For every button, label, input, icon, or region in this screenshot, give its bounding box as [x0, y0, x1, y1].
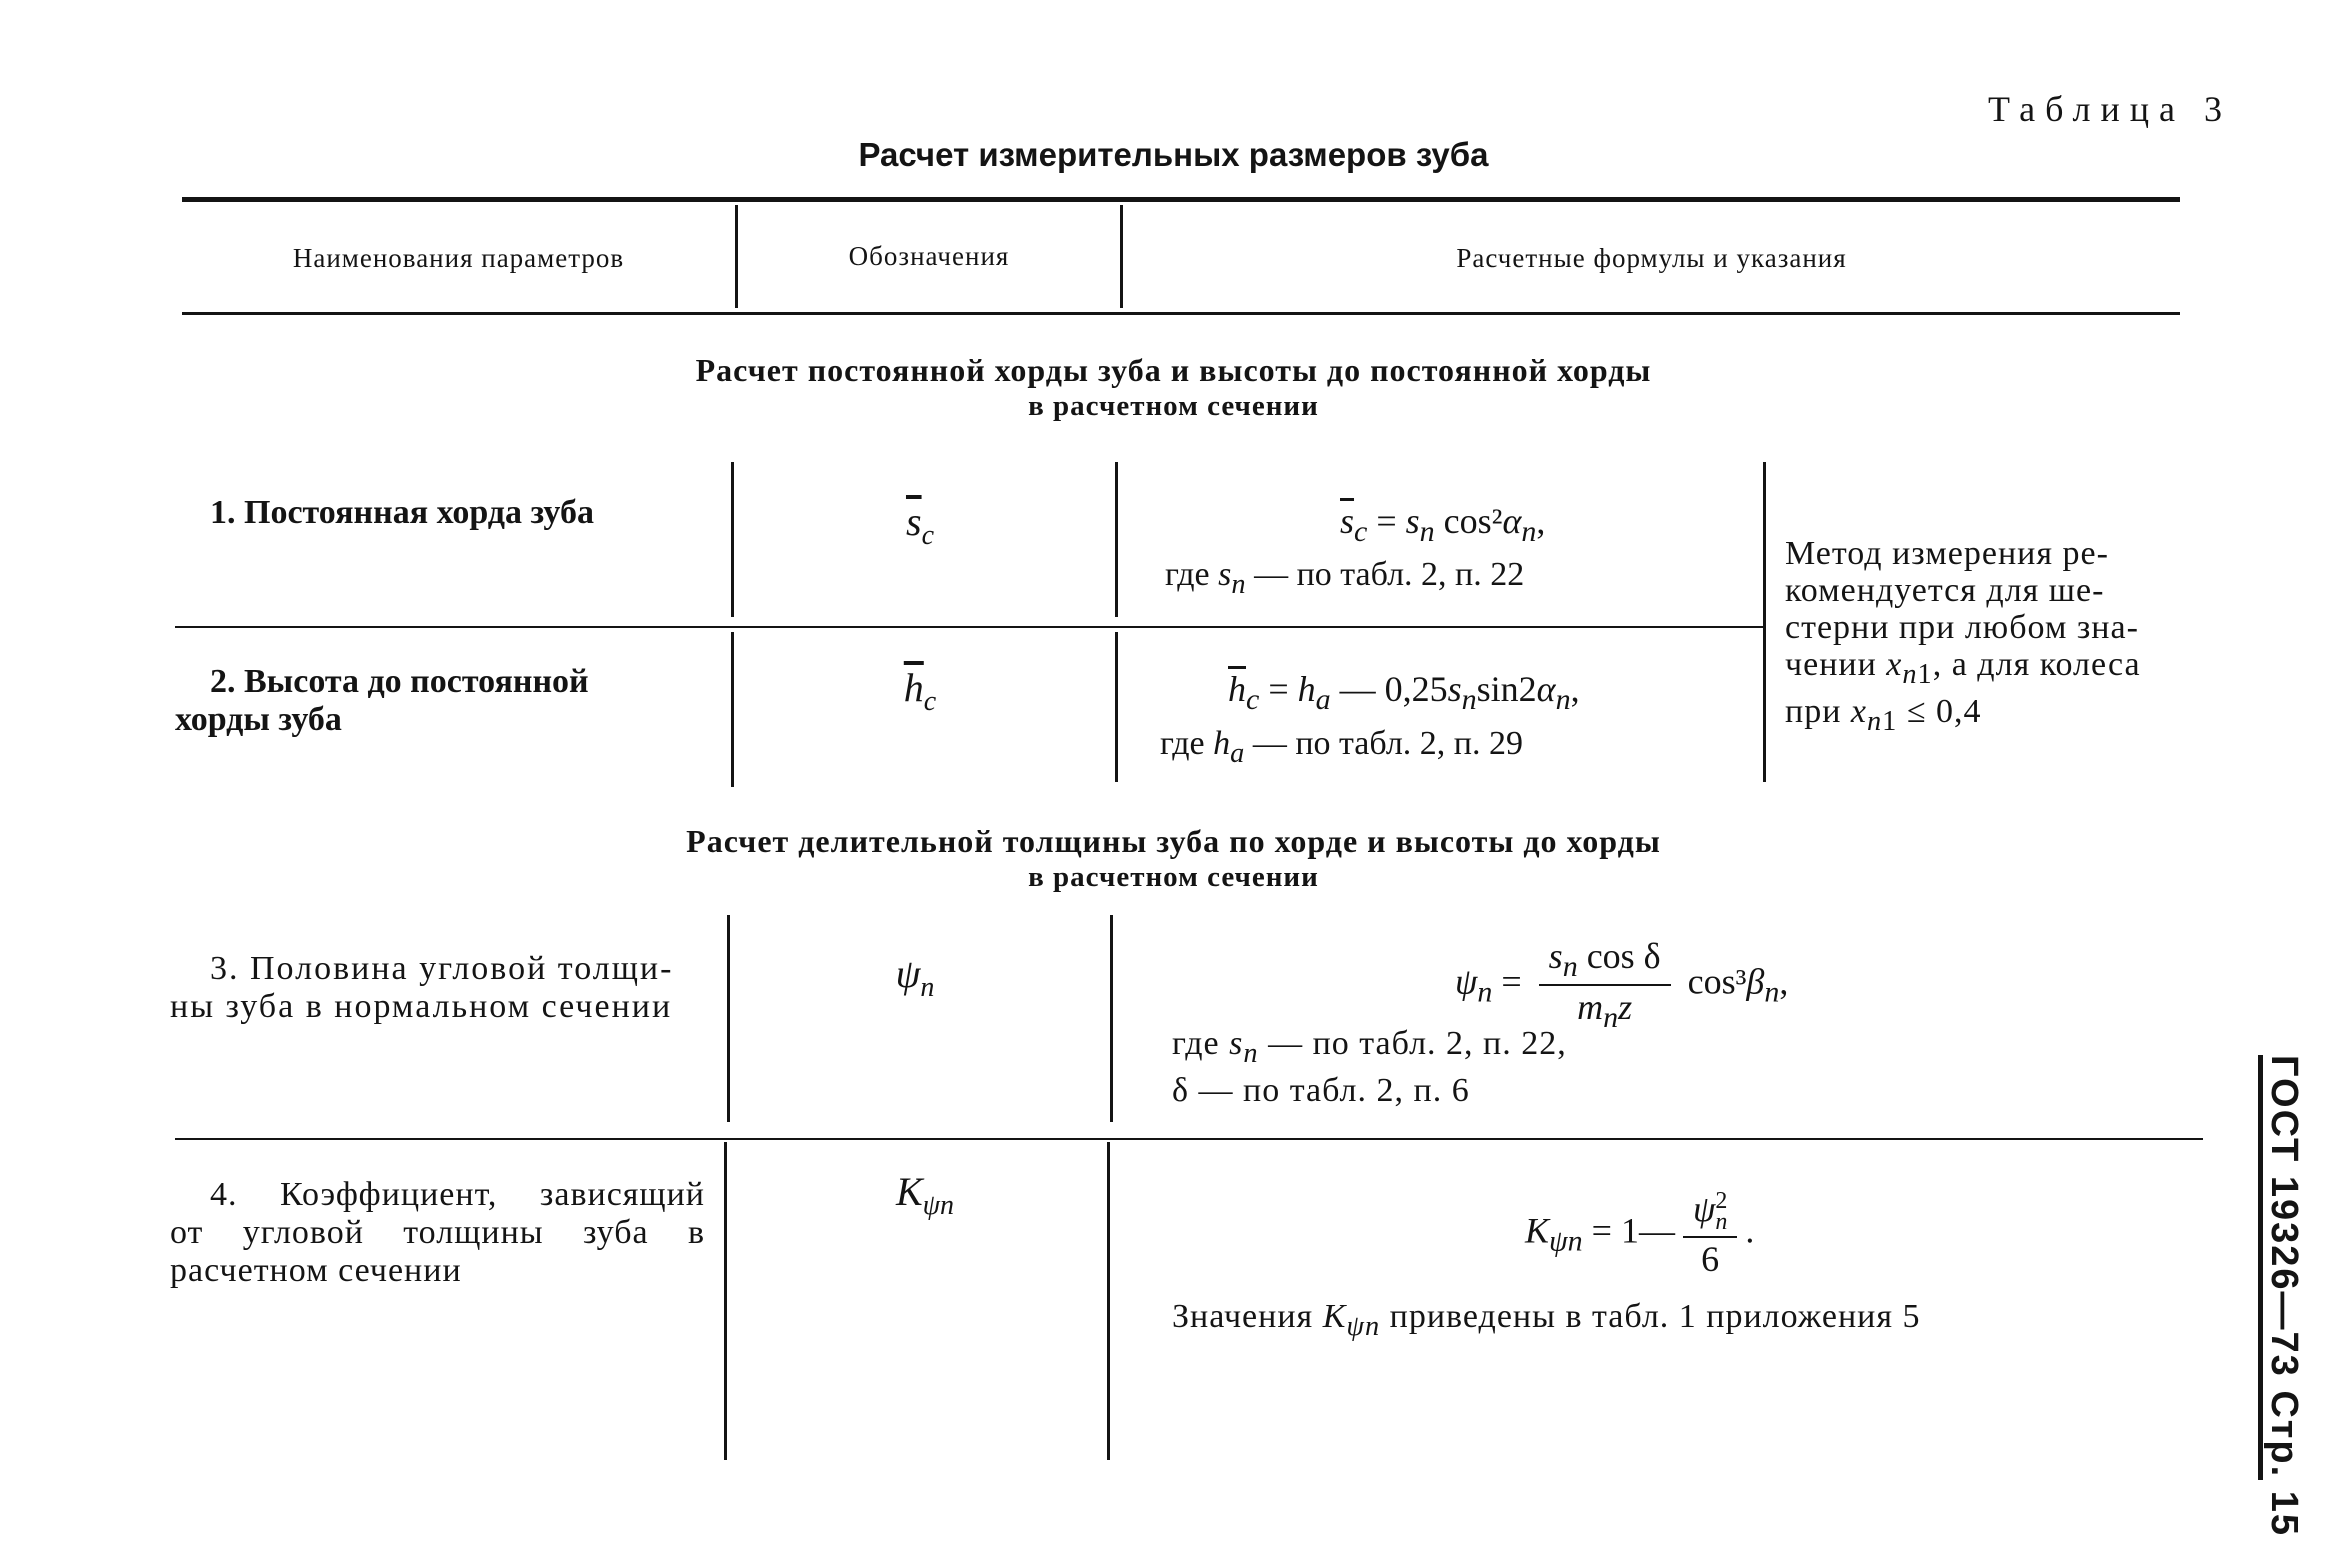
row4-symbol-main: K: [895, 1169, 923, 1214]
row3-name: [170, 950, 673, 1026]
row3-name-line2: ны зуба в нормальном сечении: [170, 988, 673, 1025]
row4-name-line2: от угловой толщины зуба в: [170, 1214, 705, 1251]
column-header-designation: Обозначения: [848, 241, 1010, 271]
side-stamp: ГОСТ 19326—73 Стр. 15: [2263, 1055, 2305, 1538]
row2-symbol-main: $\overline{h}$: [903, 665, 924, 710]
row2-divider-1: [731, 632, 734, 787]
section-heading-1: [0, 352, 2347, 424]
row2-formula: $\overline{h}_c = h_a$ — $0,25s_n\sin 2\alpha_n$,: [1228, 669, 1580, 717]
row3-note1: где $s_n$ — по табл. 2, п. 22,: [1172, 1025, 1567, 1069]
row4-divider-1: [724, 1142, 727, 1460]
row3-divider-1: [727, 915, 730, 1122]
column-header-formulas: Расчетные формулы и указания: [1456, 243, 1847, 273]
row3-name-line1: 3. Половина угловой толщи-: [210, 950, 674, 987]
row1-bottom-rule: [175, 626, 1765, 628]
row1-note: где $s_n$ — по табл. 2, п. 22: [1165, 556, 1525, 600]
row3-fraction: $\frac{s_n \cos \delta}{m_nz}$: [1539, 935, 1671, 1035]
row1-symbol-main: $\overline{s}$: [905, 499, 922, 544]
row2-name-line1: 2. Высота до постоянной: [210, 663, 589, 700]
row4-formula: $K_{\psi n}$ = 1— $\frac{\psi^2_n}{6}$ .: [1525, 1188, 1755, 1280]
row1-symbol-sub: c: [921, 520, 934, 551]
row4-note: Значения $K_{\psi n}$ приведены в табл. 1 приложения 5: [1172, 1298, 1921, 1342]
row3-symbol-sub: n: [920, 972, 935, 1003]
row4-symbol: [860, 1168, 990, 1222]
method-note: Метод измерения ре- комендуется для ше- стерни при любом зна- чении $x_{n1}$, а для колеса при $x_{n1} \le 0,4$: [1785, 535, 2141, 737]
section-heading-1-line2: в расчетном сечении: [1028, 390, 1319, 422]
row3-bottom-rule: [175, 1138, 2203, 1140]
table-number: Таблица 3: [1988, 89, 2232, 129]
row2-note: где $h_a$ — по табл. 2, п. 29: [1160, 725, 1524, 769]
section-heading-2-line1: Расчет делительной толщины зуба по хорде и высоты до хорды: [686, 823, 1661, 859]
header-bottom-rule: [182, 312, 2180, 315]
row1-name-line1: 1. Постоянная хорда зуба: [210, 494, 594, 531]
row4-fraction: $\frac{\psi^2_n}{6}$: [1683, 1188, 1737, 1280]
row4-name-line3: расчетном сечении: [170, 1252, 462, 1289]
row1-divider-2: [1115, 462, 1118, 617]
row3-divider-2: [1110, 915, 1113, 1122]
table-title: Расчет измерительных размеров зуба: [858, 136, 1489, 173]
row4-divider-2: [1107, 1142, 1110, 1460]
section-heading-2-line2: в расчетном сечении: [1028, 861, 1319, 893]
method-divider: [1763, 462, 1766, 782]
row1-divider-1: [731, 462, 734, 617]
column-header-name: Наименования параметров: [292, 243, 625, 273]
row1-name: [210, 494, 594, 532]
row3-note2: δ — по табл. 2, п. 6: [1172, 1072, 1470, 1109]
row3-formula: $\psi_n$ = $\frac{s_n \cos \delta}{m_nz}$ $\cos^3\beta_n$,: [1455, 936, 1789, 1035]
row2-name: [175, 663, 589, 739]
row2-name-line2: хорды зуба: [175, 701, 342, 738]
row2-divider-2: [1115, 632, 1118, 782]
row1-formula: $\overline{s}_c = s_n$ $\cos^2\alpha_n$,: [1340, 501, 1546, 549]
row2-symbol: [850, 664, 990, 718]
row4-name-line1: 4. Коэффициент, зависящий: [210, 1176, 705, 1213]
header-top-rule: [182, 197, 2180, 202]
row1-symbol: [850, 498, 990, 552]
row4-name: [170, 1176, 705, 1290]
row4-symbol-sub: ψn: [922, 1190, 955, 1221]
row2-symbol-sub: c: [923, 686, 937, 717]
section-heading-1-line1: Расчет постоянной хорды зуба и высоты до постоянной хорды: [695, 352, 1652, 388]
section-heading-2: [0, 823, 2347, 895]
row3-symbol: [850, 950, 980, 1004]
row3-symbol-main: ψ: [895, 951, 921, 996]
